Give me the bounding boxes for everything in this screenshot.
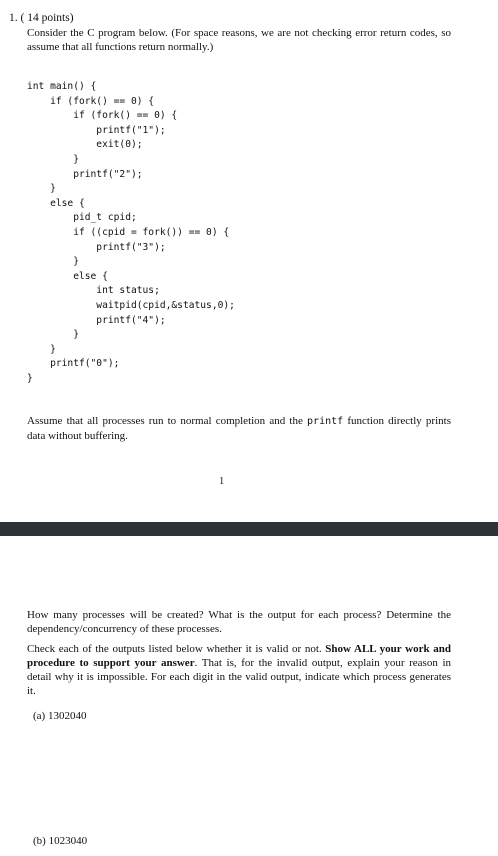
code-line: printf("2"); bbox=[27, 168, 143, 180]
code-line: if (fork() == 0) { bbox=[27, 95, 155, 107]
question-outputs-text: Check each of the outputs listed below whether it is valid or not. bbox=[27, 643, 326, 655]
question-processes: How many processes will be created? What is the output for each process? Determine the dependency/concurrency of these processes. bbox=[27, 609, 451, 635]
code-line: if ((cpid = fork()) == 0) { bbox=[27, 226, 230, 238]
code-line: else { bbox=[27, 197, 85, 209]
code-line: printf("0"); bbox=[27, 358, 120, 370]
code-line: if (fork() == 0) { bbox=[27, 110, 178, 122]
code-line: pid_t cpid; bbox=[27, 212, 137, 224]
code-line: } bbox=[27, 256, 79, 268]
code-line: } bbox=[27, 153, 79, 165]
code-line: else { bbox=[27, 270, 108, 282]
question-intro: Consider the C program below. (For space reasons, we are not checking error return codes, so assume that all functions return normally.) bbox=[27, 27, 451, 53]
assumption-text-before: Assume that all processes run to normal completion and the bbox=[27, 415, 308, 427]
code-line: exit(0); bbox=[27, 139, 143, 151]
code-line: int status; bbox=[27, 285, 160, 297]
code-line: waitpid(cpid,&status,0); bbox=[27, 299, 235, 311]
code-line: printf("1"); bbox=[27, 124, 166, 136]
code-line: } bbox=[27, 183, 56, 195]
code-line: printf("3"); bbox=[27, 241, 166, 253]
code-line: } bbox=[27, 343, 56, 355]
option-a: (a) 1302040 bbox=[33, 710, 87, 722]
code-block bbox=[27, 80, 235, 386]
code-line: printf("4"); bbox=[27, 314, 166, 326]
assumption-text-after: function directly prints data without buffering. bbox=[27, 415, 451, 442]
code-line: int main() { bbox=[27, 81, 97, 92]
question-outputs-emphasis: Show ALL your work and procedure to support your answer bbox=[27, 643, 451, 669]
option-b: (b) 1023040 bbox=[33, 835, 88, 847]
assumption-paragraph bbox=[27, 414, 451, 443]
document-page-2 bbox=[0, 536, 498, 856]
question-number: 1. ( 14 points) bbox=[9, 12, 74, 24]
printf-code-word: printf bbox=[307, 416, 344, 427]
page-separator bbox=[0, 522, 498, 536]
page-number: 1 bbox=[219, 476, 225, 487]
code-line: } bbox=[27, 372, 33, 384]
code-line: } bbox=[27, 329, 79, 341]
question-outputs bbox=[27, 642, 451, 698]
question-outputs-text-rest: . That is, for the invalid output, explain your reason in detail why it is impossible. For each digit in the valid output, indicate which process generates it. bbox=[27, 657, 451, 697]
